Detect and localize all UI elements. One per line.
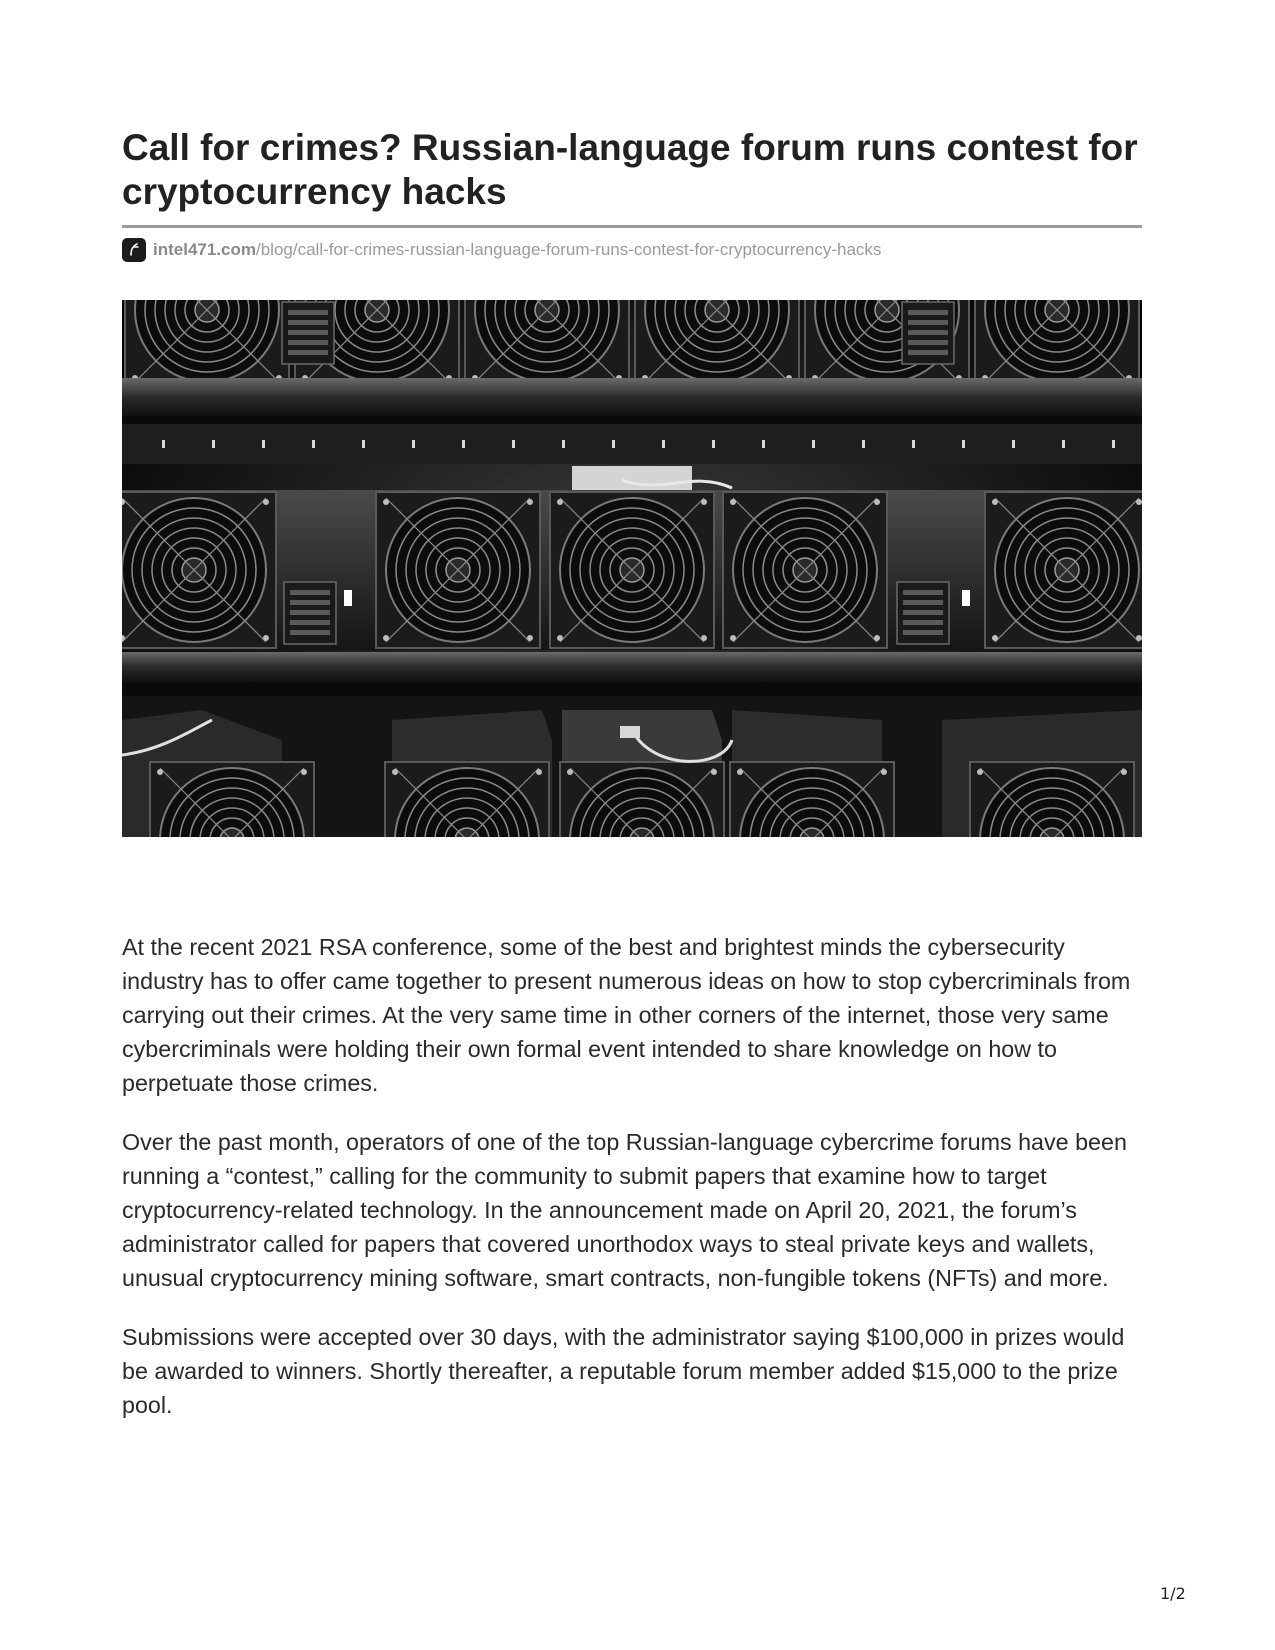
article-paragraph-1: At the recent 2021 RSA conference, some of the best and brightest minds the cybersecurity industry has to offer came together to present numerous ideas on how to stop cybercriminals from carrying out their crimes. At the very same time in other corners of the internet, those very same cybercriminals were holding their own formal event intended to share knowledge on how to perpetuate those crimes.	[122, 934, 1131, 1096]
hero-image-mining-rigs	[122, 300, 1142, 837]
article-title: Call for crimes? Russian-language forum runs contest for cryptocurrency hacks	[122, 127, 1138, 212]
page-number: 1/2	[1160, 1584, 1186, 1603]
source-domain-link[interactable]: intel471.com	[153, 240, 256, 259]
article-paragraph-2: Over the past month, operators of one of the top Russian-language cybercrime forums have been running a “contest,” calling for the community to submit papers that examine how to target cryptocurrency-related technology. In the announcement made on April 20, 2021, the forum’s administrator called for papers that covered unorthodox ways to steal private keys and wallets, unusual cryptocurrency mining software, smart contracts, non-fungible tokens (NFTs) and more.	[122, 1129, 1127, 1291]
article-paragraph-3: Submissions were accepted over 30 days, with the administrator saying $100,000 in prizes would be awarded to winners. Shortly thereafter, a reputable forum member added $15,000 to the prize pool.	[122, 1324, 1125, 1418]
article-body	[122, 930, 1142, 1447]
title-divider	[122, 225, 1142, 228]
source-line	[122, 237, 881, 263]
source-path-link[interactable]: /blog/call-for-crimes-russian-language-forum-runs-contest-for-cryptocurrency-hacks	[256, 240, 882, 259]
intel471-favicon-icon	[122, 238, 146, 262]
